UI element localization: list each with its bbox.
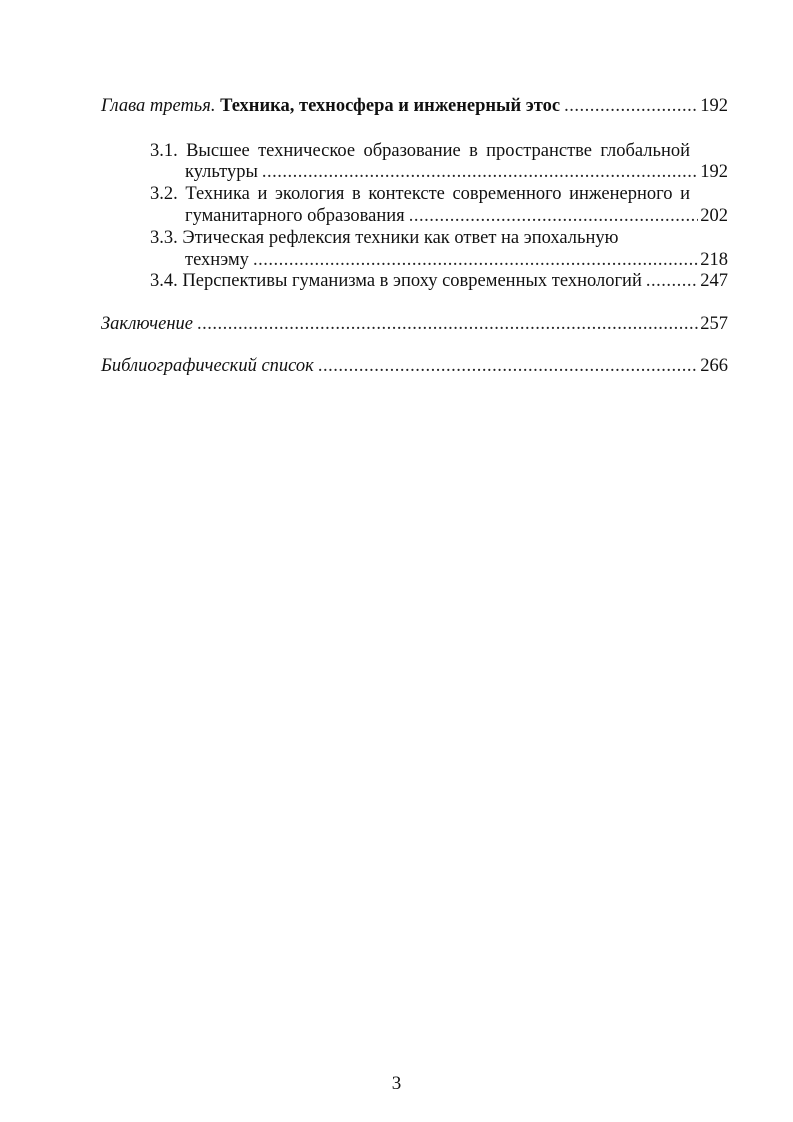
page-number: 3 bbox=[391, 1073, 402, 1094]
section-title-cont: культуры bbox=[185, 162, 258, 182]
section-number: 3.1. bbox=[150, 141, 178, 161]
toc-chapter-3-label bbox=[101, 97, 560, 116]
toc-section-3-4 bbox=[150, 272, 728, 291]
section-page-number: 247 bbox=[700, 271, 728, 291]
section-title: Перспективы гуманизма в эпоху современных технологий bbox=[182, 271, 642, 291]
dot-leader bbox=[318, 357, 698, 376]
chapter-prefix: Глава третья. bbox=[101, 96, 216, 116]
toc-section-3-3-line2 bbox=[185, 251, 728, 270]
section-title: Высшее техническое образование в пространстве глобальной bbox=[186, 141, 690, 161]
toc-section-3-1-line1 bbox=[150, 142, 690, 161]
dot-leader bbox=[262, 163, 698, 182]
toc-bibliography bbox=[101, 357, 728, 376]
toc-section-3-2-line1 bbox=[150, 185, 690, 204]
bibliography-title: Библиографический список bbox=[101, 356, 314, 376]
toc-section-3-3-line1 bbox=[150, 229, 618, 248]
toc-section-3-1-line2 bbox=[185, 163, 728, 182]
section-page-number: 202 bbox=[700, 206, 728, 226]
chapter-page-number: 192 bbox=[700, 96, 728, 116]
toc-chapter-3 bbox=[101, 97, 728, 116]
conclusion-title: Заключение bbox=[101, 314, 193, 334]
section-page-number: 192 bbox=[700, 162, 728, 182]
section-number: 3.4. bbox=[150, 271, 178, 291]
chapter-title: Техника, техносфера и инженерный этос bbox=[220, 96, 561, 116]
dot-leader bbox=[197, 315, 698, 334]
section-page-number: 218 bbox=[700, 250, 728, 270]
dot-leader bbox=[253, 251, 698, 270]
section-title: Этическая рефлексия техники как ответ на эпохальную bbox=[182, 228, 619, 248]
dot-leader bbox=[646, 272, 698, 291]
conclusion-page-number: 257 bbox=[700, 314, 728, 334]
toc-section-3-2-line2 bbox=[185, 207, 728, 226]
section-number: 3.3. bbox=[150, 228, 178, 248]
section-label bbox=[150, 272, 642, 291]
section-title-cont: технэму bbox=[185, 250, 249, 270]
dot-leader bbox=[564, 97, 698, 116]
section-title-cont: гуманитарного образования bbox=[185, 206, 405, 226]
section-number: 3.2. bbox=[150, 184, 178, 204]
dot-leader bbox=[409, 207, 699, 226]
bibliography-page-number: 266 bbox=[700, 356, 728, 376]
section-title: Техника и экология в контексте современного инженерного и bbox=[185, 184, 691, 204]
toc-conclusion bbox=[101, 315, 728, 334]
